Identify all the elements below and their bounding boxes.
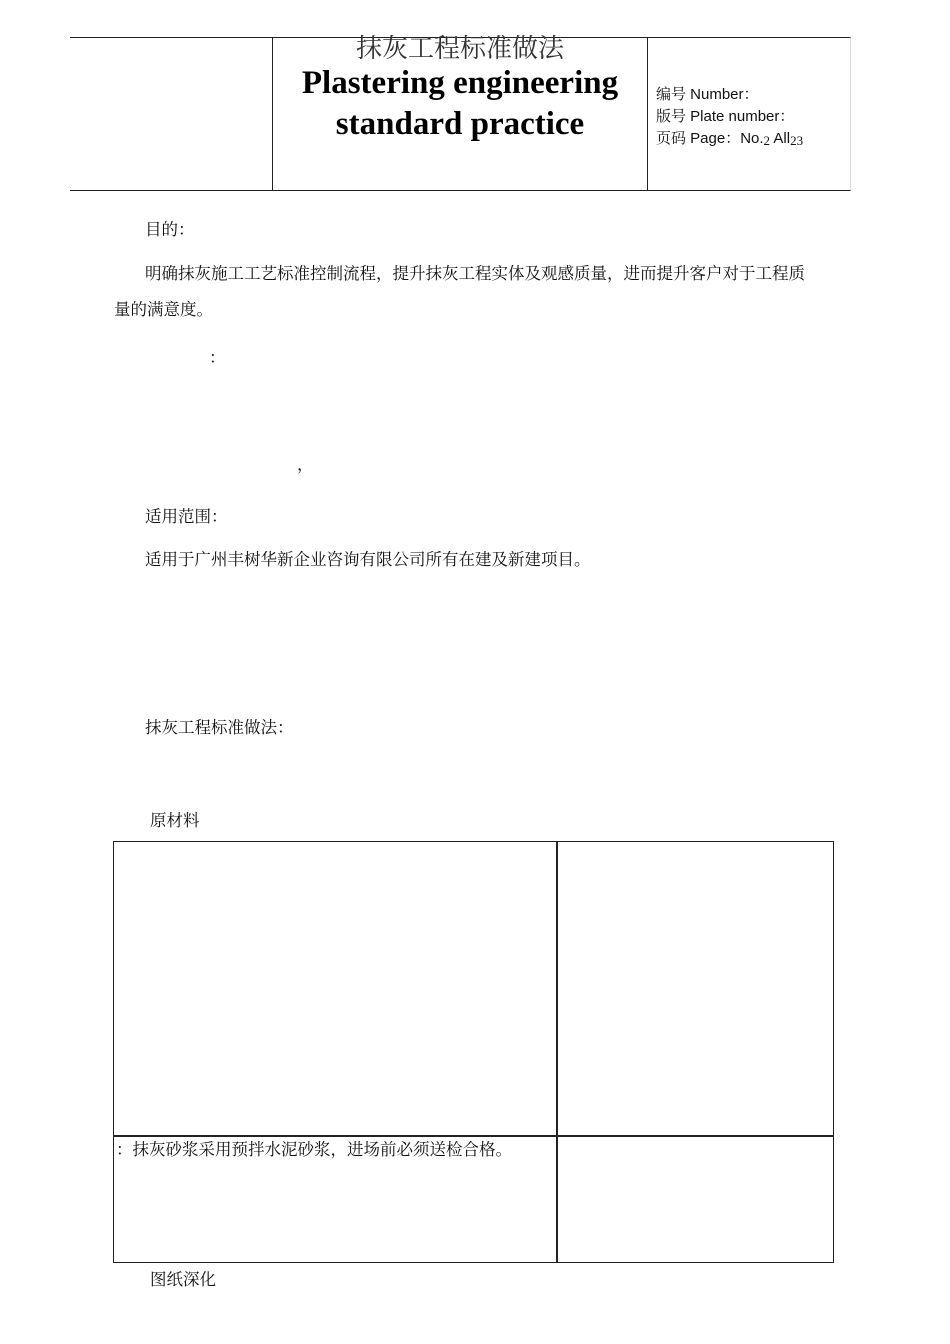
- scope-heading: 适用范围：: [145, 507, 228, 526]
- title-english: [273, 63, 647, 145]
- title-english-line1: Plastering engineering: [301, 65, 619, 101]
- title-english-line2: standard practice: [335, 106, 585, 142]
- page-label: 页码 Page：No.: [656, 130, 764, 147]
- scope-paragraph: 适用于广州丰树华新企业咨询有限公司所有在建及新建项目。: [145, 550, 591, 569]
- document-meta: [656, 84, 803, 152]
- stray-colon: ：: [209, 348, 226, 367]
- materials-heading: 原材料: [150, 811, 200, 830]
- table-vertical-divider: [556, 842, 558, 1262]
- header-title-cell: [273, 34, 648, 190]
- title-chinese: 抹灰工程标准做法: [355, 34, 564, 64]
- plate-number-label: 版号 Plate number：: [656, 108, 795, 125]
- stray-comma: ，: [297, 455, 314, 474]
- purpose-heading: 目的：: [145, 220, 195, 239]
- header-meta-cell: [648, 38, 850, 190]
- number-label: 编号 Number：: [656, 86, 759, 103]
- header-logo-cell: [70, 38, 273, 190]
- page-total: 23: [790, 133, 804, 148]
- materials-table: [113, 841, 834, 1263]
- all-label: All: [770, 130, 791, 147]
- purpose-paragraph: 明确抹灰施工工艺标准控制流程，提升抹灰工程实体及观感质量，进而提升客户对于工程质量的满意度。: [114, 264, 805, 319]
- document-header: [70, 34, 851, 191]
- drawing-heading: 图纸深化: [150, 1270, 216, 1289]
- page-number: 2: [763, 133, 771, 148]
- standard-practice-heading: 抹灰工程标准做法：: [145, 718, 294, 737]
- materials-cell-text: ：抹灰砂浆采用预拌水泥砂浆，进场前必须送检合格。: [116, 1140, 512, 1159]
- page-indicator: [656, 128, 803, 152]
